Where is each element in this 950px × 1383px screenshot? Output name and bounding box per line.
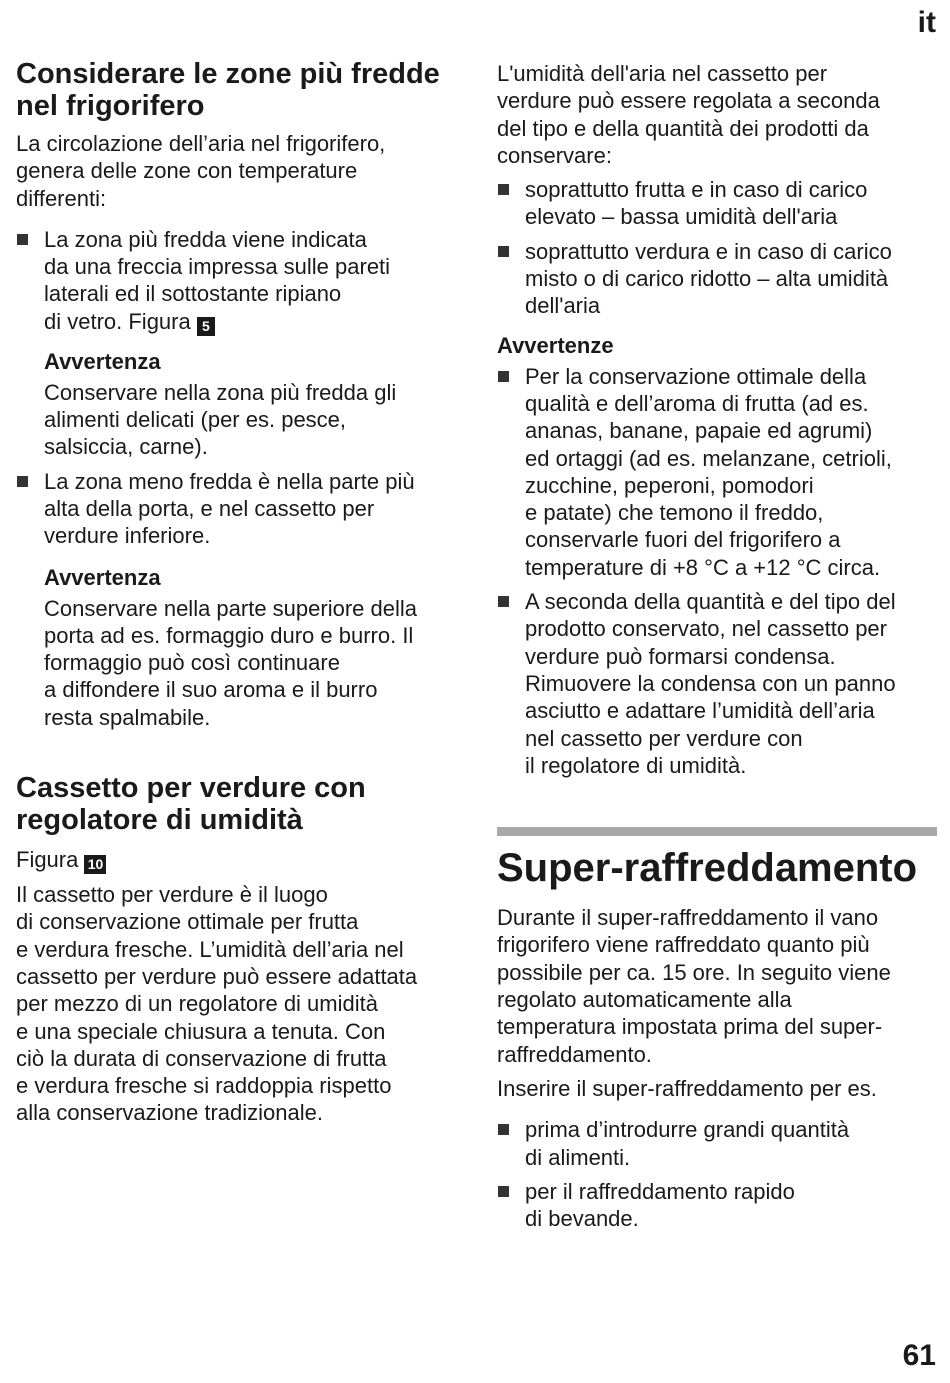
left-column xyxy=(16,0,456,1127)
cold-zones-intro: La circolazione dell’aria nel frigorifero, genera delle zone con temperature differenti: xyxy=(16,131,386,211)
figure-ref-badge: 5 xyxy=(197,317,215,336)
note-title: Avvertenza xyxy=(44,348,161,374)
notes-title: Avvertenze xyxy=(497,332,614,358)
figure-reference: Figura 10 xyxy=(16,846,456,874)
list-item-fruit-low-humidity: soprattutto frutta e in caso di carico elevato – bassa umidità dell'aria xyxy=(497,176,937,231)
super-cooling-lead: Inserire il super-raffreddamento per es. xyxy=(497,1075,877,1101)
figure-ref-badge: 10 xyxy=(84,855,106,874)
super-cooling-description: Durante il super-raffreddamento il vano frigorifero viene raffreddato quanto più possibile per ca. 15 ore. In seguito viene regolato automaticamente alla temperatura impostata prima del super- raffreddamento. xyxy=(497,905,891,1067)
right-column xyxy=(497,0,937,1232)
section-title-cold-zones: Considerare le zone più fredde nel frigorifero xyxy=(16,58,440,122)
crisper-drawer-description: Il cassetto per verdure è il luogo di conservazione ottimale per frutta e verdura fresche. L’umidità dell’aria nel cassetto per verdure può essere adattata per mezzo di un regolatore di umidità e una speciale chiusura a tenuta. Con ciò la durata di conservazione di frutta e verdura fresche si raddoppia rispetto alla conservazione tradizionale. xyxy=(16,882,418,1126)
section-divider xyxy=(497,827,937,836)
section-title-crisper-drawer: Cassetto per verdure con regolatore di umidità xyxy=(16,772,366,837)
list-item-note-storage: Per la conservazione ottimale della qualità e dell’aroma di frutta (ad es. ananas, banane, papaie ed agrumi) ed ortaggi (ad es. melanzane, cetrioli, zucchine, peperoni, pomodori e patate) che temono il freddo, conservarle fuori del frigorifero a temperature di +8 °C a +12 °C circa. xyxy=(497,363,937,581)
list-item-least-cold-zone: La zona meno fredda è nella parte più alta della porta, e nel cassetto per verdure inferiore. xyxy=(16,468,456,550)
note-least-cold-zone: Avvertenza Conservare nella parte superiore della porta ad es. formaggio duro e burro. Il formaggio può così continuare a diffondere il suo aroma e il burro resta spalmabile. xyxy=(16,564,456,731)
note-coldest-zone: Avvertenza Conservare nella zona più fredda gli alimenti delicati (per es. pesce, salsiccia, carne). xyxy=(16,348,456,461)
list-item-large-quantities: prima d’introdurre grandi quantità di alimenti. xyxy=(497,1116,937,1171)
section-title-super-cooling: Super-raffreddamento xyxy=(497,846,918,891)
list-item-vegetables-high-humidity: soprattutto verdura e in caso di carico misto o di carico ridotto – alta umidità dell'aria xyxy=(497,238,937,320)
list-item-coldest-zone: La zona più fredda viene indicata da una freccia impressa sulle pareti laterali ed il sottostante ripiano di vetro. Figura 5 xyxy=(16,226,456,336)
language-code: it xyxy=(917,6,936,39)
list-item-note-condensation: A seconda della quantità e del tipo del prodotto conservato, nel cassetto per verdure può formarsi condensa. Rimuovere la condensa con un panno asciutto e adattare l’umidità dell’aria nel cassetto per verdure con il regolatore di umidità. xyxy=(497,588,937,779)
list-item-rapid-cooling: per il raffreddamento rapido di bevande. xyxy=(497,1178,937,1233)
note-title: Avvertenza xyxy=(44,564,161,590)
page-number: 61 xyxy=(902,1339,936,1372)
humidity-intro: L'umidità dell'aria nel cassetto per verdure può essere regolata a seconda del tipo e della quantità dei prodotti da conservare: xyxy=(497,61,880,168)
